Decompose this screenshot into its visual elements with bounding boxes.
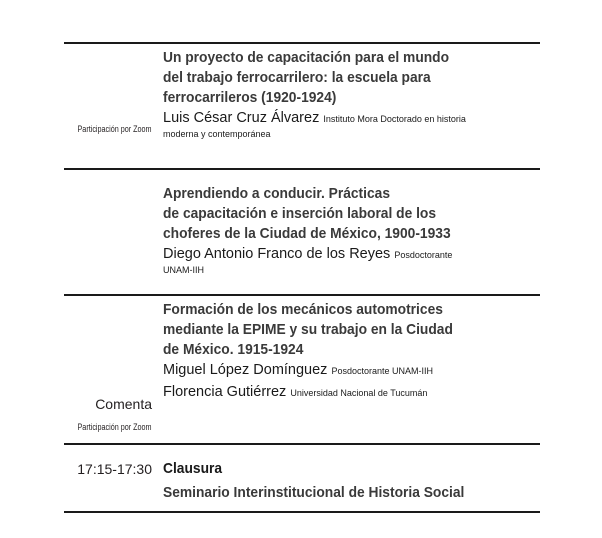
entry-title-line: Un proyecto de capacitación para el mundo: [163, 49, 450, 66]
zoom-note-2: Participación por Zoom: [77, 422, 152, 432]
commenter-name: Florencia Gutiérrez: [163, 384, 287, 400]
closing-title: Clausura: [163, 460, 223, 477]
commenter-label: Comenta: [95, 396, 152, 412]
closing-entry: [163, 459, 541, 503]
speaker-line: [163, 246, 541, 264]
commenter-affiliation: Universidad Nacional de Tucumán: [290, 388, 428, 398]
program-entry-3: [163, 300, 541, 402]
entry-title-line: choferes de la Ciudad de México, 1900-1933: [163, 225, 451, 242]
entry-title-line: Aprendiendo a conducir. Prácticas: [163, 185, 391, 202]
divider-top: [64, 42, 540, 44]
speaker-name: Luis César Cruz Álvarez: [163, 110, 320, 126]
closing-time: 17:15-17:30: [77, 461, 152, 477]
speaker-affiliation: Posdoctorante: [394, 250, 453, 260]
speaker-name: Diego Antonio Franco de los Reyes: [163, 246, 391, 262]
zoom-note-1: Participación por Zoom: [77, 124, 152, 134]
entry-title-line: ferrocarrileros (1920-1924): [163, 89, 337, 106]
divider-bottom: [64, 511, 540, 513]
program-entry-2: [163, 184, 541, 277]
divider-1: [64, 168, 540, 170]
speaker-affiliation: Posdoctorante UNAM-IIH: [331, 366, 434, 376]
speaker-affiliation-cont: UNAM-IIH: [163, 265, 204, 275]
entry-title-line: mediante la EPIME y su trabajo en la Ciudad: [163, 321, 453, 338]
entry-title-line: del trabajo ferrocarrilero: la escuela para: [163, 69, 431, 86]
divider-3: [64, 443, 540, 445]
speaker-affiliation-cont: moderna y contemporánea: [163, 129, 271, 139]
speaker-name: Miguel López Domínguez: [163, 362, 328, 378]
entry-title-line: de México. 1915-1924: [163, 341, 304, 358]
commenter-line: [163, 384, 541, 402]
speaker-line: [163, 362, 541, 380]
entry-title-line: de capacitación e inserción laboral de los: [163, 205, 437, 222]
speaker-affiliation: Instituto Mora Doctorado en historia: [323, 114, 466, 124]
closing-subtitle: Seminario Interinstitucional de Historia Social: [163, 484, 465, 501]
speaker-line: [163, 110, 541, 128]
program-entry-1: [163, 48, 541, 141]
divider-2: [64, 294, 540, 296]
entry-title-line: Formación de los mecánicos automotrices: [163, 301, 443, 318]
